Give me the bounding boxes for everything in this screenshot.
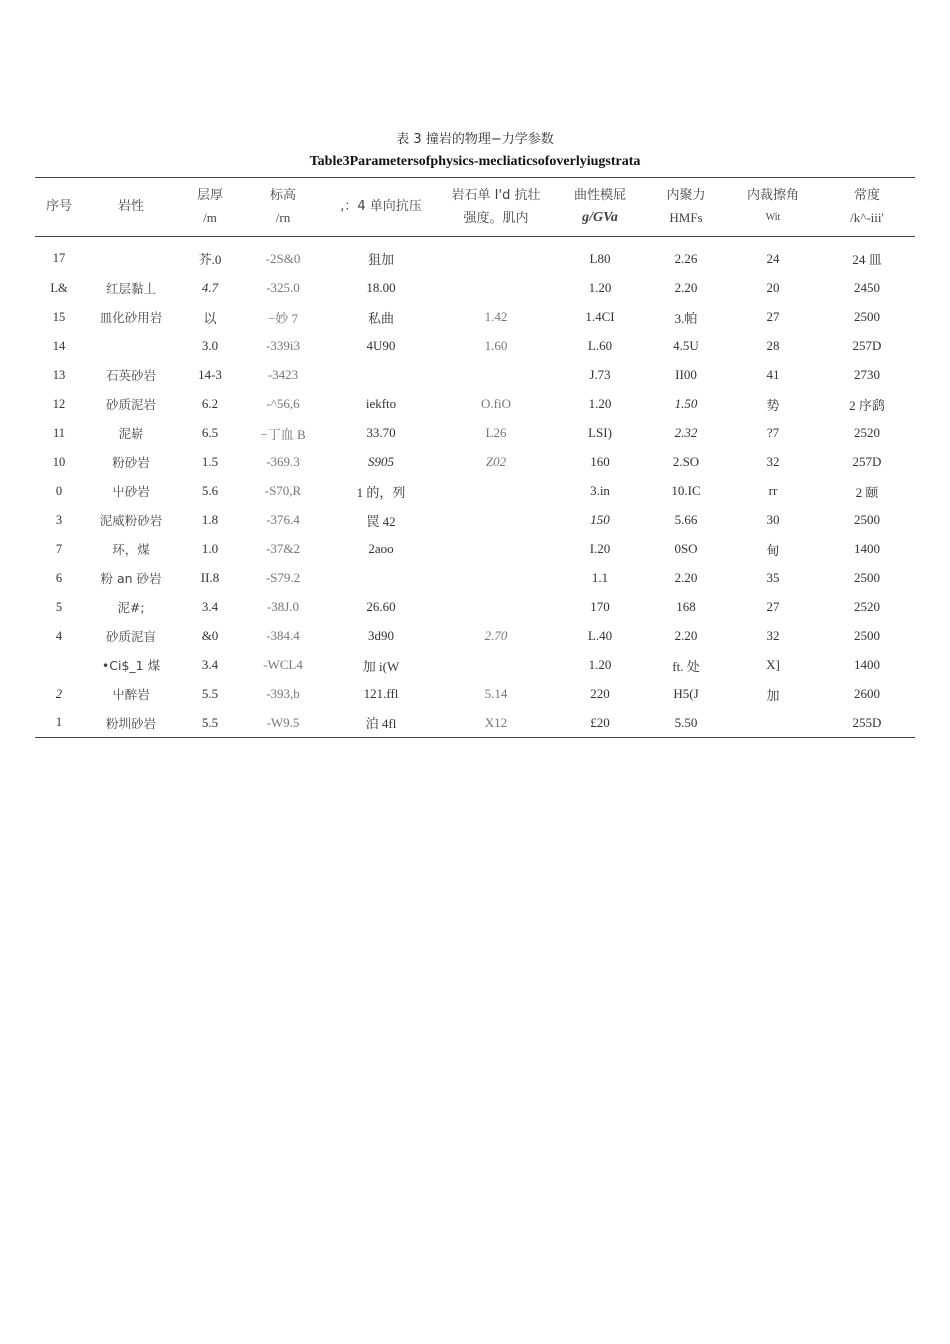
cell-tensile <box>437 564 555 593</box>
cell-thickness: 3.0 <box>201 338 219 353</box>
table-row <box>35 390 915 419</box>
cell-density: 255D <box>852 714 882 730</box>
cell-cohesion: 0SO <box>674 541 698 556</box>
cell-compressive: 33.70 <box>366 425 396 440</box>
cell-elevation: -WCL4 <box>263 657 303 672</box>
cell-cohesion: H5(J <box>673 686 699 701</box>
table-row <box>35 564 915 593</box>
header-cohesion: 内聚力 HMFs <box>666 188 706 225</box>
cell-density: 2 颐 <box>855 484 879 500</box>
cell-density: 2450 <box>854 280 880 295</box>
cell-elevation: -369.3 <box>266 454 300 469</box>
table-row <box>35 361 915 390</box>
cell-index: 11 <box>52 425 66 440</box>
cell-elevation: -38J.0 <box>266 599 300 614</box>
cell-density: 2500 <box>854 512 880 527</box>
cell-compressive: 121.ffl <box>363 686 399 701</box>
cell-friction-angle: 20 <box>766 280 780 295</box>
cell-cohesion: II00 <box>675 367 697 382</box>
cell-lithology: 粉 an 砂岩 <box>100 571 162 586</box>
cell-tensile: 2.70 <box>484 628 508 643</box>
cell-compressive <box>325 361 437 390</box>
table-row <box>35 709 915 738</box>
table-row <box>35 419 915 448</box>
cell-friction-angle: 28 <box>766 338 780 353</box>
cell-friction-angle: ?7 <box>766 425 780 440</box>
cell-density: 257D <box>852 338 882 353</box>
cell-lithology: 环，煤 <box>112 542 150 557</box>
cell-modulus: I.20 <box>589 541 611 556</box>
cell-modulus: LSI) <box>588 425 612 440</box>
cell-index: 13 <box>52 367 66 382</box>
cell-compressive: 1 的，列 <box>356 484 406 500</box>
cell-friction-angle: rr <box>768 483 778 498</box>
cell-thickness: 1.5 <box>201 454 219 469</box>
cell-compressive: 私曲 <box>367 310 394 326</box>
cell-lithology: 石英砂岩 <box>105 368 156 383</box>
cell-cohesion: 168 <box>676 599 696 614</box>
cell-lithology: 砂质泥岩 <box>105 397 156 412</box>
table-row <box>35 535 915 564</box>
cell-cohesion: 3.帕 <box>674 310 698 326</box>
cell-friction-angle: 势 <box>766 397 780 413</box>
table-row <box>35 237 915 274</box>
cell-compressive: 2aoo <box>368 541 394 556</box>
cell-lithology: 红层黏丄 <box>105 281 156 296</box>
cell-index: 15 <box>52 309 66 324</box>
table-row <box>35 303 915 332</box>
cell-cohesion: 5.50 <box>674 714 698 730</box>
cell-lithology: 粉砂岩 <box>112 455 150 470</box>
cell-lithology: 泥崭 <box>118 426 144 441</box>
table-header <box>35 178 915 237</box>
cell-thickness: 4.7 <box>201 280 219 295</box>
header-tensile-strength: 岩石单 I'd 抗壮 强度。肌内 <box>451 188 541 225</box>
cell-modulus: 1.20 <box>588 280 612 295</box>
cell-thickness: 3.4 <box>201 657 219 672</box>
cell-thickness: 3.4 <box>201 599 219 614</box>
cell-friction-angle: 30 <box>766 512 780 527</box>
table-caption-english: Table3Parametersofphysics-mecliaticsofoverlyiugstrata <box>309 154 641 169</box>
cell-cohesion: 2.20 <box>674 280 698 295</box>
cell-friction-angle: 27 <box>766 309 780 324</box>
cell-lithology: 屮砂岩 <box>112 484 150 499</box>
cell-tensile: O.fiO <box>481 396 511 411</box>
header-index: 序号 <box>45 199 72 214</box>
cell-lithology: 泥威粉砂岩 <box>99 513 163 528</box>
cell-thickness: 5.5 <box>201 714 219 730</box>
header-friction-angle: 内裁擦角 Wit <box>746 188 799 223</box>
cell-cohesion: 2.32 <box>674 425 698 440</box>
cell-lithology: 屮醉岩 <box>112 687 150 702</box>
cell-density: 2500 <box>854 628 880 643</box>
cell-index: 5 <box>55 599 63 614</box>
cell-thickness: II.8 <box>200 570 220 585</box>
table-row <box>35 680 915 709</box>
cell-friction-angle: 35 <box>766 570 780 585</box>
cell-elevation: -W9.5 <box>266 714 300 730</box>
header-elevation: 标高 /rn <box>269 188 296 225</box>
cell-friction-angle: 32 <box>766 454 780 469</box>
cell-density: 24 皿 <box>852 252 882 268</box>
cell-cohesion: ft. 处 <box>672 658 700 674</box>
cell-cohesion: 1.50 <box>674 396 698 411</box>
cell-index <box>35 651 83 680</box>
cell-compressive: iekfto <box>365 396 397 411</box>
cell-modulus: £20 <box>590 714 610 730</box>
cell-thickness: &0 <box>201 628 219 643</box>
header-density: 常度 /k^-iii' <box>850 188 884 225</box>
cell-index: L& <box>50 280 68 295</box>
cell-lithology: 粉圳砂岩 <box>105 715 156 731</box>
cell-lithology: 泥#; <box>117 600 145 615</box>
cell-modulus: 1.4CI <box>585 309 615 324</box>
cell-thickness: 6.5 <box>201 425 219 440</box>
cell-cohesion: 5.66 <box>674 512 698 527</box>
table-row <box>35 332 915 361</box>
cell-thickness: 以 <box>203 310 217 326</box>
table-row <box>35 506 915 535</box>
cell-index: 7 <box>55 541 63 556</box>
cell-tensile <box>437 274 555 303</box>
cell-elevation: −妙 7 <box>267 310 299 326</box>
cell-compressive: 罠 42 <box>366 513 396 529</box>
rock-parameters-table <box>35 177 915 738</box>
cell-elevation: -339i3 <box>266 338 300 353</box>
cell-cohesion: 2.26 <box>674 250 698 266</box>
cell-thickness: 1.0 <box>201 541 219 556</box>
table-row <box>35 593 915 622</box>
header-compressive-strength: ,：4 单向抗压 <box>340 199 422 214</box>
cell-friction-angle: 27 <box>766 599 780 614</box>
cell-tensile: 1.42 <box>484 309 508 324</box>
cell-cohesion: 2.20 <box>674 628 698 643</box>
cell-elevation: -2S&0 <box>265 250 301 266</box>
cell-elevation: -S70,R <box>264 483 302 498</box>
cell-density: 2730 <box>854 367 880 382</box>
cell-index: 17 <box>52 251 66 266</box>
cell-friction-angle: 甸 <box>766 542 780 558</box>
cell-compressive: 加 i(W <box>362 658 400 674</box>
cell-density: 2520 <box>854 599 880 614</box>
cell-cohesion: 2.20 <box>674 570 698 585</box>
table-row <box>35 622 915 651</box>
header-lithology: 岩性 <box>117 199 144 214</box>
cell-thickness: 6.2 <box>201 396 219 411</box>
cell-density: 2500 <box>854 570 880 585</box>
cell-compressive: 3d90 <box>368 628 394 643</box>
cell-tensile: 5.14 <box>484 686 508 701</box>
cell-modulus: 3.in <box>590 483 610 498</box>
cell-density: 2600 <box>854 686 880 701</box>
cell-lithology <box>83 237 179 274</box>
cell-index: 12 <box>52 396 66 411</box>
cell-density: 1400 <box>854 541 880 556</box>
table-body <box>35 237 915 738</box>
cell-lithology: 皿化砂用岩 <box>99 310 163 325</box>
cell-tensile: L26 <box>485 425 507 440</box>
cell-compressive: 狙加 <box>367 252 394 268</box>
cell-tensile <box>437 237 555 274</box>
cell-friction-angle: 32 <box>766 628 780 643</box>
cell-elevation: -3423 <box>267 367 299 382</box>
cell-friction-angle: X] <box>766 657 780 672</box>
cell-modulus: 1.20 <box>588 657 612 672</box>
cell-index: 14 <box>52 338 66 353</box>
cell-compressive: 26.60 <box>366 599 396 614</box>
cell-friction-angle <box>727 709 819 738</box>
cell-density: 257D <box>852 454 882 469</box>
cell-index: 4 <box>55 628 63 643</box>
cell-cohesion: 10.IC <box>671 483 701 498</box>
cell-thickness: 5.6 <box>201 483 219 498</box>
header-thickness: 层厚 /m <box>196 188 223 225</box>
cell-compressive: S905 <box>368 454 394 469</box>
cell-modulus: L80 <box>589 250 611 266</box>
cell-thickness: 5.5 <box>201 686 219 701</box>
cell-lithology: 砂质泥盲 <box>105 629 156 644</box>
cell-index: 1 <box>55 715 63 730</box>
header-elastic-modulus: 曲性模屁 g/GVa <box>573 188 626 225</box>
cell-tensile <box>437 477 555 506</box>
cell-elevation: -37&2 <box>266 541 300 556</box>
cell-density: 2500 <box>854 309 880 324</box>
cell-elevation: -376.4 <box>266 512 300 527</box>
cell-modulus: 1.20 <box>588 396 612 411</box>
cell-tensile <box>437 651 555 680</box>
table-row <box>35 274 915 303</box>
cell-thickness: 1.8 <box>201 512 219 527</box>
cell-tensile <box>437 535 555 564</box>
cell-index: 10 <box>52 454 66 469</box>
cell-friction-angle: 24 <box>766 250 780 266</box>
cell-thickness: 芥.0 <box>198 252 222 268</box>
cell-friction-angle: 加 <box>766 687 780 703</box>
cell-compressive: 18.00 <box>366 280 396 295</box>
cell-elevation: -393,b <box>266 686 300 701</box>
cell-modulus: L.60 <box>587 338 613 353</box>
cell-lithology: •Ci$_1 煤 <box>101 658 161 673</box>
cell-tensile: 1.60 <box>484 338 508 353</box>
cell-elevation: -384.4 <box>266 628 300 643</box>
cell-modulus: 220 <box>590 686 610 701</box>
cell-tensile <box>437 593 555 622</box>
table-row <box>35 448 915 477</box>
cell-elevation: -^56,6 <box>266 396 300 411</box>
cell-density: 1400 <box>854 657 880 672</box>
cell-compressive: 泊 4fl <box>365 716 397 732</box>
cell-compressive: 4U90 <box>366 338 396 353</box>
cell-index: 2 <box>55 686 63 701</box>
cell-tensile <box>437 361 555 390</box>
cell-tensile: X12 <box>484 714 508 730</box>
cell-tensile <box>437 506 555 535</box>
cell-cohesion: 4.5U <box>673 338 699 353</box>
cell-tensile: Z02 <box>485 454 507 469</box>
cell-modulus: 1.1 <box>591 570 609 585</box>
cell-modulus: L.40 <box>587 628 613 643</box>
cell-cohesion: 2.SO <box>672 454 700 469</box>
cell-modulus: 150 <box>590 512 610 527</box>
cell-density: 2520 <box>854 425 880 440</box>
cell-compressive <box>325 564 437 593</box>
cell-elevation: -S79.2 <box>265 570 301 585</box>
cell-index: 3 <box>55 512 63 527</box>
table-caption-chinese: 表 3 撞岩的物理−力学参数 <box>396 132 554 147</box>
cell-friction-angle: 41 <box>766 367 780 382</box>
table-row <box>35 651 915 680</box>
cell-modulus: J.73 <box>589 367 611 382</box>
cell-thickness: 14-3 <box>198 367 222 382</box>
cell-elevation: −丁血 B <box>260 426 306 442</box>
cell-index: 0 <box>55 483 63 498</box>
cell-modulus: 170 <box>590 599 610 614</box>
cell-modulus: 160 <box>590 454 610 469</box>
table-row <box>35 477 915 506</box>
cell-lithology <box>83 332 179 361</box>
cell-index: 6 <box>55 570 63 585</box>
cell-density: 2 序鹞 <box>849 397 885 413</box>
cell-elevation: -325.0 <box>266 280 300 295</box>
